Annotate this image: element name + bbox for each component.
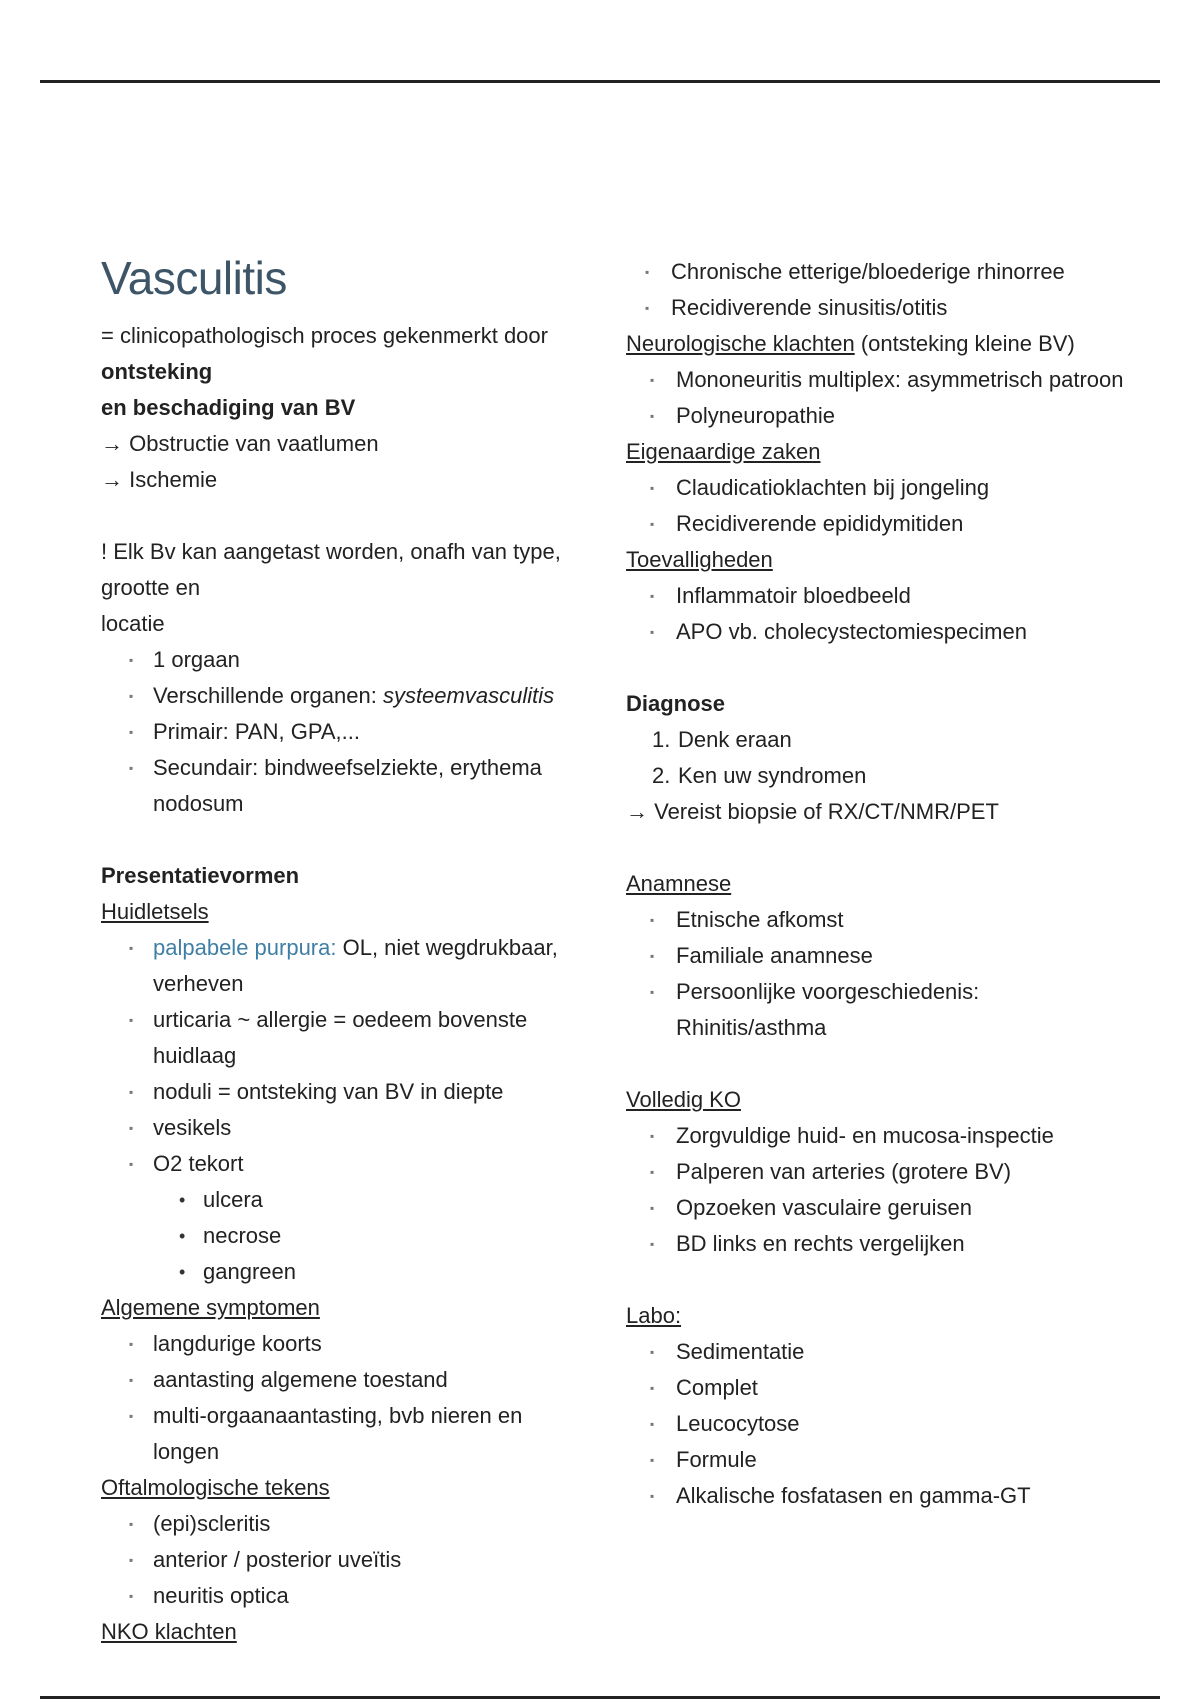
list-item-text: OL, niet wegdrukbaar, verheven	[153, 935, 558, 996]
list-item: ▪ Claudicatioklachten bij jongeling	[676, 470, 1126, 506]
list-item: ▪ Polyneuropathie	[676, 398, 1126, 434]
list-item: ▪ noduli = ontsteking van BV in diepte	[153, 1074, 581, 1110]
list-item: ▪ Secundair: bindweefselziekte, erythema nodosum	[153, 750, 581, 822]
list-item: ▪ Mononeuritis multiplex: asymmetrisch patroon	[676, 362, 1126, 398]
oftalmologische-label: Oftalmologische tekens	[101, 1475, 330, 1500]
step-number: 1.	[652, 727, 671, 752]
list-item: ▪ APO vb. cholecystectomiespecimen	[676, 614, 1126, 650]
list-item: ▪ Complet	[676, 1370, 1126, 1406]
list-item	[652, 722, 1126, 758]
definition-prefix: = clinicopathologisch proces gekenmerkt door	[101, 323, 548, 348]
arrow-obstructie: → Obstructie van vaatlumen	[101, 431, 379, 456]
list-item: ▪ O2 tekort	[153, 1146, 581, 1182]
list-item: ▪ aantasting algemene toestand	[153, 1362, 581, 1398]
bottom-rule	[40, 1696, 1160, 1699]
note-line-1: ! Elk Bv kan aangetast worden, onafh van type, grootte en	[101, 539, 561, 600]
oftalmologische-list	[101, 1506, 581, 1614]
definition	[101, 318, 581, 426]
diagnose-steps	[626, 722, 1126, 794]
presentatie-heading: Presentatievormen	[101, 863, 300, 888]
list-item: ▪ neuritis optica	[153, 1578, 581, 1614]
list-item: ▪ Leucocytose	[676, 1406, 1126, 1442]
algemene-symptomen-label: Algemene symptomen	[101, 1295, 320, 1320]
list-item: ▪ Formule	[676, 1442, 1126, 1478]
list-item: ▪ anterior / posterior uveïtis	[153, 1542, 581, 1578]
diagnose-heading: Diagnose	[626, 691, 726, 716]
left-column	[101, 250, 581, 1650]
list-item: ▪ Zorgvuldige huid- en mucosa-inspectie	[676, 1118, 1126, 1154]
page-title: Vasculitis	[101, 252, 287, 304]
step-number: 2.	[652, 763, 671, 788]
volledig-ko-label: Volledig KO	[626, 1087, 741, 1112]
list-item-text: Verschillende organen:	[153, 683, 383, 708]
eigenaardige-label: Eigenaardige zaken	[626, 439, 821, 464]
labo-list	[626, 1334, 1126, 1514]
step-text: Ken uw syndromen	[678, 763, 867, 788]
list-item: ▪ Sedimentatie	[676, 1334, 1126, 1370]
anamnese-label: Anamnese	[626, 871, 732, 896]
list-item: ▪ Chronische etterige/bloederige rhinorree	[671, 254, 1126, 290]
list-item: ▪ urticaria ~ allergie = oedeem bovenste huidlaag	[153, 1002, 581, 1074]
anamnese-list	[626, 902, 1126, 1046]
step-text: Denk eraan	[678, 727, 792, 752]
toevalligheden-label: Toevalligheden	[626, 547, 773, 572]
definition-bold-2: en beschadiging van BV	[101, 395, 356, 420]
diagnose-arrow: → Vereist biopsie of RX/CT/NMR/PET	[626, 799, 999, 824]
list-item-italic: systeemvasculitis	[382, 683, 555, 708]
list-item: ▪ multi-orgaanaantasting, bvb nieren en longen	[153, 1398, 581, 1470]
huidletsels-list	[101, 930, 581, 1182]
neurologische-label-rest: (ontsteking kleine BV)	[854, 331, 1075, 356]
list-item	[652, 758, 1126, 794]
list-item: ▪ Recidiverende sinusitis/otitis	[671, 290, 1126, 326]
highlight-term: palpabele purpura:	[153, 935, 337, 960]
list-item: ▪ Inflammatoir bloedbeeld	[676, 578, 1126, 614]
sub-list-item: • gangreen	[203, 1254, 581, 1290]
algemene-symptomen-list	[101, 1326, 581, 1470]
arrow-ischemie: → Ischemie	[101, 467, 218, 492]
neurologische-label-underlined: Neurologische klachten	[626, 331, 855, 356]
list-item: ▪ Palperen van arteries (grotere BV)	[676, 1154, 1126, 1190]
list-item: ▪ Opzoeken vasculaire geruisen	[676, 1190, 1126, 1226]
sub-list-item: • necrose	[203, 1218, 581, 1254]
list-item	[153, 678, 581, 714]
list-item: ▪ langdurige koorts	[153, 1326, 581, 1362]
list-item: ▪ Persoonlijke voorgeschiedenis: Rhinitis/asthma	[676, 974, 1126, 1046]
list-item: ▪ (epi)scleritis	[153, 1506, 581, 1542]
list-item: ▪ Alkalische fosfatasen en gamma-GT	[676, 1478, 1126, 1514]
list-item: ▪ Primair: PAN, GPA,...	[153, 714, 581, 750]
list-item: ▪ BD links en rechts vergelijken	[676, 1226, 1126, 1262]
list-item: ▪ Etnische afkomst	[676, 902, 1126, 938]
sub-list-item: • ulcera	[203, 1182, 581, 1218]
right-column	[626, 254, 1126, 1514]
nko-label: NKO klachten	[101, 1619, 237, 1644]
definition-bold-1: ontsteking	[101, 359, 213, 384]
list-item: ▪ Familiale anamnese	[676, 938, 1126, 974]
list-item	[153, 930, 581, 1002]
nko-list	[626, 254, 1126, 326]
list-item: ▪ vesikels	[153, 1110, 581, 1146]
list-item: ▪ Recidiverende epididymitiden	[676, 506, 1126, 542]
top-rule	[40, 80, 1160, 83]
neurologische-list	[626, 362, 1126, 434]
list-item: ▪ 1 orgaan	[153, 642, 581, 678]
note-line-2: locatie	[101, 611, 165, 636]
toevalligheden-list	[626, 578, 1126, 650]
huidletsels-label: Huidletsels	[101, 899, 209, 924]
o2-sublist	[101, 1182, 581, 1290]
volledig-ko-list	[626, 1118, 1126, 1262]
eigenaardige-list	[626, 470, 1126, 542]
neurologische-label	[626, 326, 1126, 362]
note-list	[101, 642, 581, 822]
labo-label: Labo:	[626, 1303, 682, 1328]
